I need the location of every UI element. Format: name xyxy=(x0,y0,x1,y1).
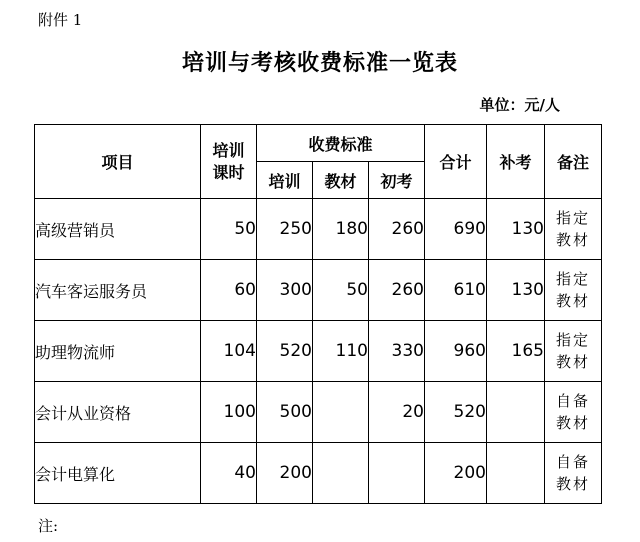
cell-name: 高级营销员 xyxy=(35,199,201,260)
cell-exam: 260 xyxy=(369,260,425,321)
table-header-row xyxy=(35,125,602,162)
cell-retake xyxy=(487,382,545,443)
table-row xyxy=(35,199,602,260)
cell-training: 520 xyxy=(257,321,313,382)
document-title: 培训与考核收费标准一览表 xyxy=(181,51,458,76)
fee-table xyxy=(34,124,602,504)
cell-hours: 104 xyxy=(201,321,257,382)
cell-materials: 50 xyxy=(313,260,369,321)
cell-materials: 180 xyxy=(313,199,369,260)
header-exam: 初考 xyxy=(369,162,425,199)
header-remarks: 备注 xyxy=(545,125,602,199)
cell-retake xyxy=(487,443,545,504)
cell-exam: 330 xyxy=(369,321,425,382)
cell-total: 960 xyxy=(425,321,487,382)
header-hours-text: 培训课时 xyxy=(212,140,245,182)
cell-training: 250 xyxy=(257,199,313,260)
header-fee-group: 收费标准 xyxy=(257,125,425,162)
cell-name: 会计从业资格 xyxy=(35,382,201,443)
cell-materials xyxy=(313,382,369,443)
cell-hours: 50 xyxy=(201,199,257,260)
header-retake: 补考 xyxy=(487,125,545,199)
cell-total: 610 xyxy=(425,260,487,321)
cell-name: 会计电算化 xyxy=(35,443,201,504)
header-total: 合计 xyxy=(425,125,487,199)
cell-remarks xyxy=(545,260,602,321)
attachment-label: 附件 1 xyxy=(38,11,83,29)
header-item: 项目 xyxy=(35,125,201,199)
table-row xyxy=(35,321,602,382)
cell-remarks xyxy=(545,443,602,504)
remarks-text: 自备教材 xyxy=(556,392,591,432)
table-row xyxy=(35,443,602,504)
cell-hours: 100 xyxy=(201,382,257,443)
table-row xyxy=(35,382,602,443)
remarks-text: 指定教材 xyxy=(556,270,591,310)
cell-retake: 130 xyxy=(487,260,545,321)
cell-training: 500 xyxy=(257,382,313,443)
table-row xyxy=(35,260,602,321)
cell-total: 200 xyxy=(425,443,487,504)
cell-remarks xyxy=(545,321,602,382)
table-body xyxy=(35,199,602,504)
remarks-text: 指定教材 xyxy=(556,209,591,249)
header-materials: 教材 xyxy=(313,162,369,199)
cell-retake: 165 xyxy=(487,321,545,382)
cell-training: 200 xyxy=(257,443,313,504)
remarks-text: 指定教材 xyxy=(556,331,591,371)
cell-exam xyxy=(369,443,425,504)
cell-hours: 60 xyxy=(201,260,257,321)
unit-label: 单位：元/人 xyxy=(479,96,560,114)
header-training: 培训 xyxy=(257,162,313,199)
cell-materials xyxy=(313,443,369,504)
footnote: 注: xyxy=(38,517,59,535)
cell-total: 520 xyxy=(425,382,487,443)
header-hours xyxy=(201,125,257,199)
cell-exam: 260 xyxy=(369,199,425,260)
remarks-text: 自备教材 xyxy=(556,453,591,493)
cell-total: 690 xyxy=(425,199,487,260)
cell-remarks xyxy=(545,199,602,260)
cell-remarks xyxy=(545,382,602,443)
cell-retake: 130 xyxy=(487,199,545,260)
cell-name: 助理物流师 xyxy=(35,321,201,382)
cell-exam: 20 xyxy=(369,382,425,443)
cell-training: 300 xyxy=(257,260,313,321)
cell-materials: 110 xyxy=(313,321,369,382)
cell-name: 汽车客运服务员 xyxy=(35,260,201,321)
cell-hours: 40 xyxy=(201,443,257,504)
